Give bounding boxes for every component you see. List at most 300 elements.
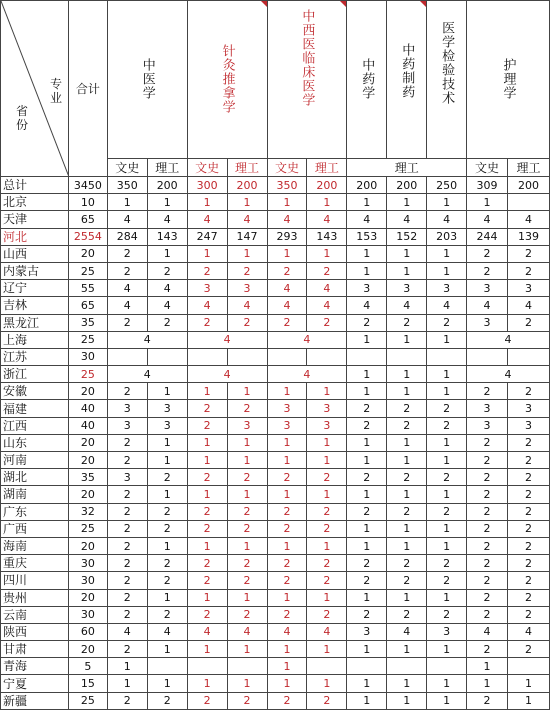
- data-cell: 2: [107, 520, 147, 537]
- data-cell: 2: [507, 537, 549, 554]
- data-cell: 1: [387, 589, 427, 606]
- table-row: [1, 469, 550, 486]
- data-cell: 1: [147, 675, 187, 692]
- data-cell: 1: [427, 434, 467, 451]
- data-cell: 3: [427, 623, 467, 640]
- table-row: [1, 503, 550, 520]
- data-cell: 3: [307, 400, 347, 417]
- data-cell: 1: [307, 641, 347, 658]
- data-cell: 1: [187, 641, 227, 658]
- total-cell: 30: [68, 606, 107, 623]
- data-cell: 293: [267, 228, 307, 245]
- data-cell: 2: [387, 314, 427, 331]
- total-cell: 32: [68, 503, 107, 520]
- data-cell: 200: [347, 177, 387, 194]
- major-header-pharmacy: 中药学: [347, 1, 387, 159]
- data-cell: 2: [467, 589, 508, 606]
- data-cell: 2: [307, 503, 347, 520]
- data-cell: 3: [227, 280, 267, 297]
- data-cell: 2: [307, 262, 347, 279]
- data-cell: 4: [267, 211, 307, 228]
- data-cell: 3: [107, 469, 147, 486]
- data-cell: 1: [267, 486, 307, 503]
- data-cell: 1: [307, 589, 347, 606]
- total-cell: 20: [68, 383, 107, 400]
- data-cell: 2: [147, 606, 187, 623]
- data-cell: 152: [387, 228, 427, 245]
- data-cell: 2: [307, 555, 347, 572]
- province-cell: 云南: [1, 606, 69, 623]
- data-cell: 2: [107, 537, 147, 554]
- data-cell: 2: [467, 383, 508, 400]
- data-cell: 350: [267, 177, 307, 194]
- data-cell: 2: [267, 692, 307, 709]
- table-row: [1, 194, 550, 211]
- data-cell: 1: [347, 194, 387, 211]
- data-cell: 2: [347, 572, 387, 589]
- data-cell: [147, 658, 187, 675]
- data-cell: 2: [387, 606, 427, 623]
- data-cell: 2: [467, 503, 508, 520]
- province-cell: 湖南: [1, 486, 69, 503]
- data-cell: 2: [507, 572, 549, 589]
- data-cell: 1: [187, 383, 227, 400]
- data-cell: 1: [347, 520, 387, 537]
- data-cell: 4: [227, 211, 267, 228]
- data-cell: 2: [107, 262, 147, 279]
- data-cell: 2: [347, 503, 387, 520]
- data-cell: 2: [227, 314, 267, 331]
- data-cell: 1: [347, 366, 387, 383]
- total-cell: 25: [68, 692, 107, 709]
- data-cell: 2: [107, 383, 147, 400]
- empty-cell: [267, 348, 307, 365]
- empty-cell: [147, 348, 187, 365]
- data-cell: 2: [387, 555, 427, 572]
- data-cell: 3: [147, 417, 187, 434]
- data-cell: 1: [267, 434, 307, 451]
- table-row: [1, 434, 550, 451]
- data-cell: 1: [187, 245, 227, 262]
- data-cell: 284: [107, 228, 147, 245]
- data-cell: 2: [307, 469, 347, 486]
- table-row: [1, 383, 550, 400]
- data-cell: 2: [467, 469, 508, 486]
- data-cell: 1: [387, 383, 427, 400]
- data-cell: 200: [227, 177, 267, 194]
- table-row: [1, 537, 550, 554]
- table-row: [1, 297, 550, 314]
- data-cell: 1: [267, 537, 307, 554]
- data-cell: 4: [267, 623, 307, 640]
- data-cell: 1: [187, 675, 227, 692]
- province-cell: 北京: [1, 194, 69, 211]
- total-cell: 25: [68, 262, 107, 279]
- province-cell: 青海: [1, 658, 69, 675]
- data-cell: 4: [387, 297, 427, 314]
- total-cell: 30: [68, 555, 107, 572]
- data-cell: 1: [387, 366, 427, 383]
- data-cell: 1: [427, 452, 467, 469]
- total-cell: 20: [68, 537, 107, 554]
- data-cell: 2: [107, 452, 147, 469]
- empty-cell: [467, 348, 508, 365]
- data-cell: 2: [107, 572, 147, 589]
- data-cell: 1: [147, 245, 187, 262]
- data-cell: 4: [107, 297, 147, 314]
- province-cell: 广东: [1, 503, 69, 520]
- data-cell: 2: [427, 314, 467, 331]
- total-cell: 25: [68, 520, 107, 537]
- merged-cell: 4: [187, 331, 267, 348]
- data-cell: 4: [467, 623, 508, 640]
- total-cell: 3450: [68, 177, 107, 194]
- data-cell: 4: [147, 280, 187, 297]
- total-cell: 25: [68, 331, 107, 348]
- data-cell: 1: [227, 194, 267, 211]
- data-cell: 2: [107, 589, 147, 606]
- data-cell: 4: [387, 211, 427, 228]
- data-cell: 1: [227, 383, 267, 400]
- table-row: [1, 262, 550, 279]
- data-cell: 2: [147, 503, 187, 520]
- subject-science: 理工: [507, 159, 549, 177]
- table-row: [1, 400, 550, 417]
- empty-cell: [427, 348, 467, 365]
- data-cell: 1: [347, 675, 387, 692]
- data-cell: 2: [307, 520, 347, 537]
- data-cell: 1: [147, 383, 187, 400]
- total-cell: 65: [68, 297, 107, 314]
- data-cell: 4: [107, 623, 147, 640]
- data-cell: 4: [227, 623, 267, 640]
- subject-arts: 文史: [267, 159, 307, 177]
- data-cell: 2: [107, 434, 147, 451]
- table-row: [1, 658, 550, 675]
- data-cell: 1: [187, 589, 227, 606]
- table-row: [1, 623, 550, 640]
- data-cell: 2: [387, 400, 427, 417]
- data-cell: 1: [387, 641, 427, 658]
- data-cell: 3: [467, 417, 508, 434]
- subject-arts: 文史: [187, 159, 227, 177]
- data-cell: 4: [427, 297, 467, 314]
- province-cell: 吉林: [1, 297, 69, 314]
- data-cell: 1: [187, 434, 227, 451]
- data-cell: [227, 658, 267, 675]
- data-cell: 1: [427, 589, 467, 606]
- data-cell: 4: [507, 623, 549, 640]
- data-cell: 2: [427, 469, 467, 486]
- data-cell: 2: [427, 572, 467, 589]
- data-cell: 1: [227, 641, 267, 658]
- data-cell: 1: [427, 194, 467, 211]
- province-cell: 山西: [1, 245, 69, 262]
- data-cell: 1: [147, 194, 187, 211]
- data-cell: 3: [467, 400, 508, 417]
- data-cell: 2: [507, 314, 549, 331]
- province-cell: 浙江: [1, 366, 69, 383]
- data-cell: 147: [227, 228, 267, 245]
- data-cell: 4: [467, 211, 508, 228]
- data-cell: [507, 658, 549, 675]
- data-cell: 2: [507, 245, 549, 262]
- data-cell: 2: [467, 606, 508, 623]
- province-cell: 宁夏: [1, 675, 69, 692]
- data-cell: 1: [427, 537, 467, 554]
- total-cell: 65: [68, 211, 107, 228]
- data-cell: 2: [387, 469, 427, 486]
- data-cell: 1: [107, 658, 147, 675]
- data-cell: 2: [507, 469, 549, 486]
- province-cell: 内蒙古: [1, 262, 69, 279]
- data-cell: 4: [187, 623, 227, 640]
- data-cell: 1: [227, 434, 267, 451]
- total-cell: 60: [68, 623, 107, 640]
- major-header-pharma-mfg: 中药制药: [387, 1, 427, 159]
- merged-cell: 4: [187, 366, 267, 383]
- major-header-nursing: 护理学: [467, 1, 550, 159]
- data-cell: 300: [187, 177, 227, 194]
- empty-cell: [107, 348, 147, 365]
- data-cell: 2: [307, 314, 347, 331]
- merged-cell: 4: [267, 366, 347, 383]
- data-cell: 247: [187, 228, 227, 245]
- data-cell: 1: [187, 537, 227, 554]
- province-cell: 重庆: [1, 555, 69, 572]
- data-cell: 1: [147, 434, 187, 451]
- table-row: [1, 228, 550, 245]
- data-cell: 2: [147, 692, 187, 709]
- data-cell: 1: [347, 641, 387, 658]
- data-cell: 2: [267, 314, 307, 331]
- data-cell: 139: [507, 228, 549, 245]
- data-cell: 2: [467, 452, 508, 469]
- data-cell: 2: [467, 555, 508, 572]
- data-cell: [307, 658, 347, 675]
- major-header-integrated: 中西医临床医学: [267, 1, 347, 159]
- data-cell: 2: [507, 503, 549, 520]
- data-cell: 200: [307, 177, 347, 194]
- data-cell: 200: [507, 177, 549, 194]
- data-cell: 244: [467, 228, 508, 245]
- total-cell: 20: [68, 589, 107, 606]
- data-cell: 1: [507, 675, 549, 692]
- data-cell: 2: [507, 452, 549, 469]
- table-row: [1, 606, 550, 623]
- data-cell: 1: [107, 194, 147, 211]
- total-cell: 55: [68, 280, 107, 297]
- total-cell: 15: [68, 675, 107, 692]
- data-cell: 1: [147, 452, 187, 469]
- province-cell: 辽宁: [1, 280, 69, 297]
- data-cell: 4: [147, 211, 187, 228]
- data-cell: 1: [387, 434, 427, 451]
- data-cell: 3: [507, 400, 549, 417]
- data-cell: 1: [307, 486, 347, 503]
- major-header-acupuncture: 针灸推拿学: [187, 1, 267, 159]
- total-cell: 20: [68, 641, 107, 658]
- data-cell: 2: [267, 520, 307, 537]
- total-cell: 2554: [68, 228, 107, 245]
- table-row: [1, 452, 550, 469]
- corner-province-label: 省份: [15, 104, 28, 132]
- data-cell: 1: [307, 434, 347, 451]
- data-cell: 4: [187, 297, 227, 314]
- data-cell: 1: [347, 245, 387, 262]
- data-cell: 2: [427, 417, 467, 434]
- data-cell: 1: [347, 692, 387, 709]
- table-row: [1, 331, 550, 348]
- province-cell: 贵州: [1, 589, 69, 606]
- data-cell: 4: [347, 211, 387, 228]
- data-cell: 2: [107, 692, 147, 709]
- province-cell: 湖北: [1, 469, 69, 486]
- data-cell: 2: [507, 520, 549, 537]
- data-cell: 2: [267, 606, 307, 623]
- province-cell: 四川: [1, 572, 69, 589]
- total-cell: 5: [68, 658, 107, 675]
- province-cell: 海南: [1, 537, 69, 554]
- data-cell: 2: [107, 606, 147, 623]
- province-cell: 福建: [1, 400, 69, 417]
- data-cell: 2: [467, 572, 508, 589]
- total-cell: 20: [68, 245, 107, 262]
- data-cell: 1: [187, 486, 227, 503]
- data-cell: 1: [427, 383, 467, 400]
- data-cell: 2: [187, 314, 227, 331]
- data-cell: 1: [307, 452, 347, 469]
- data-cell: 1: [427, 520, 467, 537]
- data-cell: 2: [187, 469, 227, 486]
- major-header-tcm: 中医学: [107, 1, 187, 159]
- data-cell: 1: [347, 331, 387, 348]
- province-cell: 江苏: [1, 348, 69, 365]
- data-cell: 1: [427, 331, 467, 348]
- data-cell: 3: [307, 417, 347, 434]
- data-cell: 2: [227, 555, 267, 572]
- data-cell: 4: [347, 297, 387, 314]
- data-cell: 2: [107, 503, 147, 520]
- total-cell: 20: [68, 452, 107, 469]
- data-cell: 2: [347, 555, 387, 572]
- data-cell: 2: [227, 503, 267, 520]
- data-cell: 1: [427, 692, 467, 709]
- data-cell: 2: [147, 314, 187, 331]
- merged-cell: 4: [467, 331, 550, 348]
- data-cell: 1: [147, 589, 187, 606]
- subject-science-merged: 理工: [347, 159, 467, 177]
- data-cell: 1: [267, 194, 307, 211]
- table-row: [1, 245, 550, 262]
- table-row: [1, 675, 550, 692]
- data-cell: 2: [227, 572, 267, 589]
- data-cell: 1: [387, 194, 427, 211]
- data-cell: 2: [307, 606, 347, 623]
- data-cell: 2: [107, 641, 147, 658]
- data-cell: 1: [147, 486, 187, 503]
- data-cell: 2: [107, 486, 147, 503]
- data-cell: 2: [227, 469, 267, 486]
- table-row: [1, 417, 550, 434]
- data-cell: 1: [267, 383, 307, 400]
- data-cell: 4: [267, 280, 307, 297]
- data-cell: 2: [147, 555, 187, 572]
- data-cell: 2: [267, 469, 307, 486]
- subject-science: 理工: [307, 159, 347, 177]
- data-cell: 2: [467, 692, 508, 709]
- data-cell: 2: [427, 503, 467, 520]
- data-cell: 4: [307, 297, 347, 314]
- total-cell: 20: [68, 434, 107, 451]
- data-cell: 1: [387, 262, 427, 279]
- province-cell: 上海: [1, 331, 69, 348]
- data-cell: 3: [507, 280, 549, 297]
- data-cell: 4: [267, 297, 307, 314]
- data-cell: 4: [147, 623, 187, 640]
- data-cell: 1: [427, 245, 467, 262]
- data-cell: 2: [467, 245, 508, 262]
- data-cell: 1: [227, 589, 267, 606]
- data-cell: 4: [187, 211, 227, 228]
- data-cell: 1: [147, 537, 187, 554]
- data-cell: 2: [187, 606, 227, 623]
- data-cell: 2: [387, 572, 427, 589]
- province-cell: 总计: [1, 177, 69, 194]
- data-cell: 1: [387, 452, 427, 469]
- total-cell: 30: [68, 348, 107, 365]
- data-cell: 2: [267, 572, 307, 589]
- data-cell: 2: [507, 434, 549, 451]
- data-cell: 1: [387, 331, 427, 348]
- table-row: [1, 555, 550, 572]
- corner-major-label: 专业: [49, 77, 62, 105]
- empty-cell: [187, 348, 227, 365]
- data-cell: 1: [387, 520, 427, 537]
- data-cell: 2: [187, 400, 227, 417]
- table-row: [1, 641, 550, 658]
- data-cell: 3: [107, 400, 147, 417]
- data-cell: 1: [387, 692, 427, 709]
- data-cell: 1: [507, 692, 549, 709]
- data-cell: [347, 658, 387, 675]
- data-cell: 2: [147, 262, 187, 279]
- data-cell: 2: [427, 555, 467, 572]
- data-cell: 1: [347, 262, 387, 279]
- data-cell: 2: [467, 537, 508, 554]
- empty-cell: [347, 348, 387, 365]
- data-cell: 2: [467, 434, 508, 451]
- data-cell: 1: [307, 537, 347, 554]
- data-cell: 2: [387, 503, 427, 520]
- data-cell: 2: [187, 520, 227, 537]
- data-cell: 2: [507, 606, 549, 623]
- merged-cell: 4: [107, 331, 187, 348]
- data-cell: 1: [467, 675, 508, 692]
- data-cell: 1: [227, 452, 267, 469]
- data-cell: 2: [507, 486, 549, 503]
- data-cell: 3: [347, 280, 387, 297]
- data-cell: 2: [307, 572, 347, 589]
- data-cell: 2: [347, 469, 387, 486]
- data-cell: 4: [507, 211, 549, 228]
- table-row: [1, 486, 550, 503]
- subject-science: 理工: [227, 159, 267, 177]
- data-cell: 3: [387, 280, 427, 297]
- data-cell: 2: [107, 245, 147, 262]
- data-cell: 2: [187, 503, 227, 520]
- data-cell: 1: [267, 658, 307, 675]
